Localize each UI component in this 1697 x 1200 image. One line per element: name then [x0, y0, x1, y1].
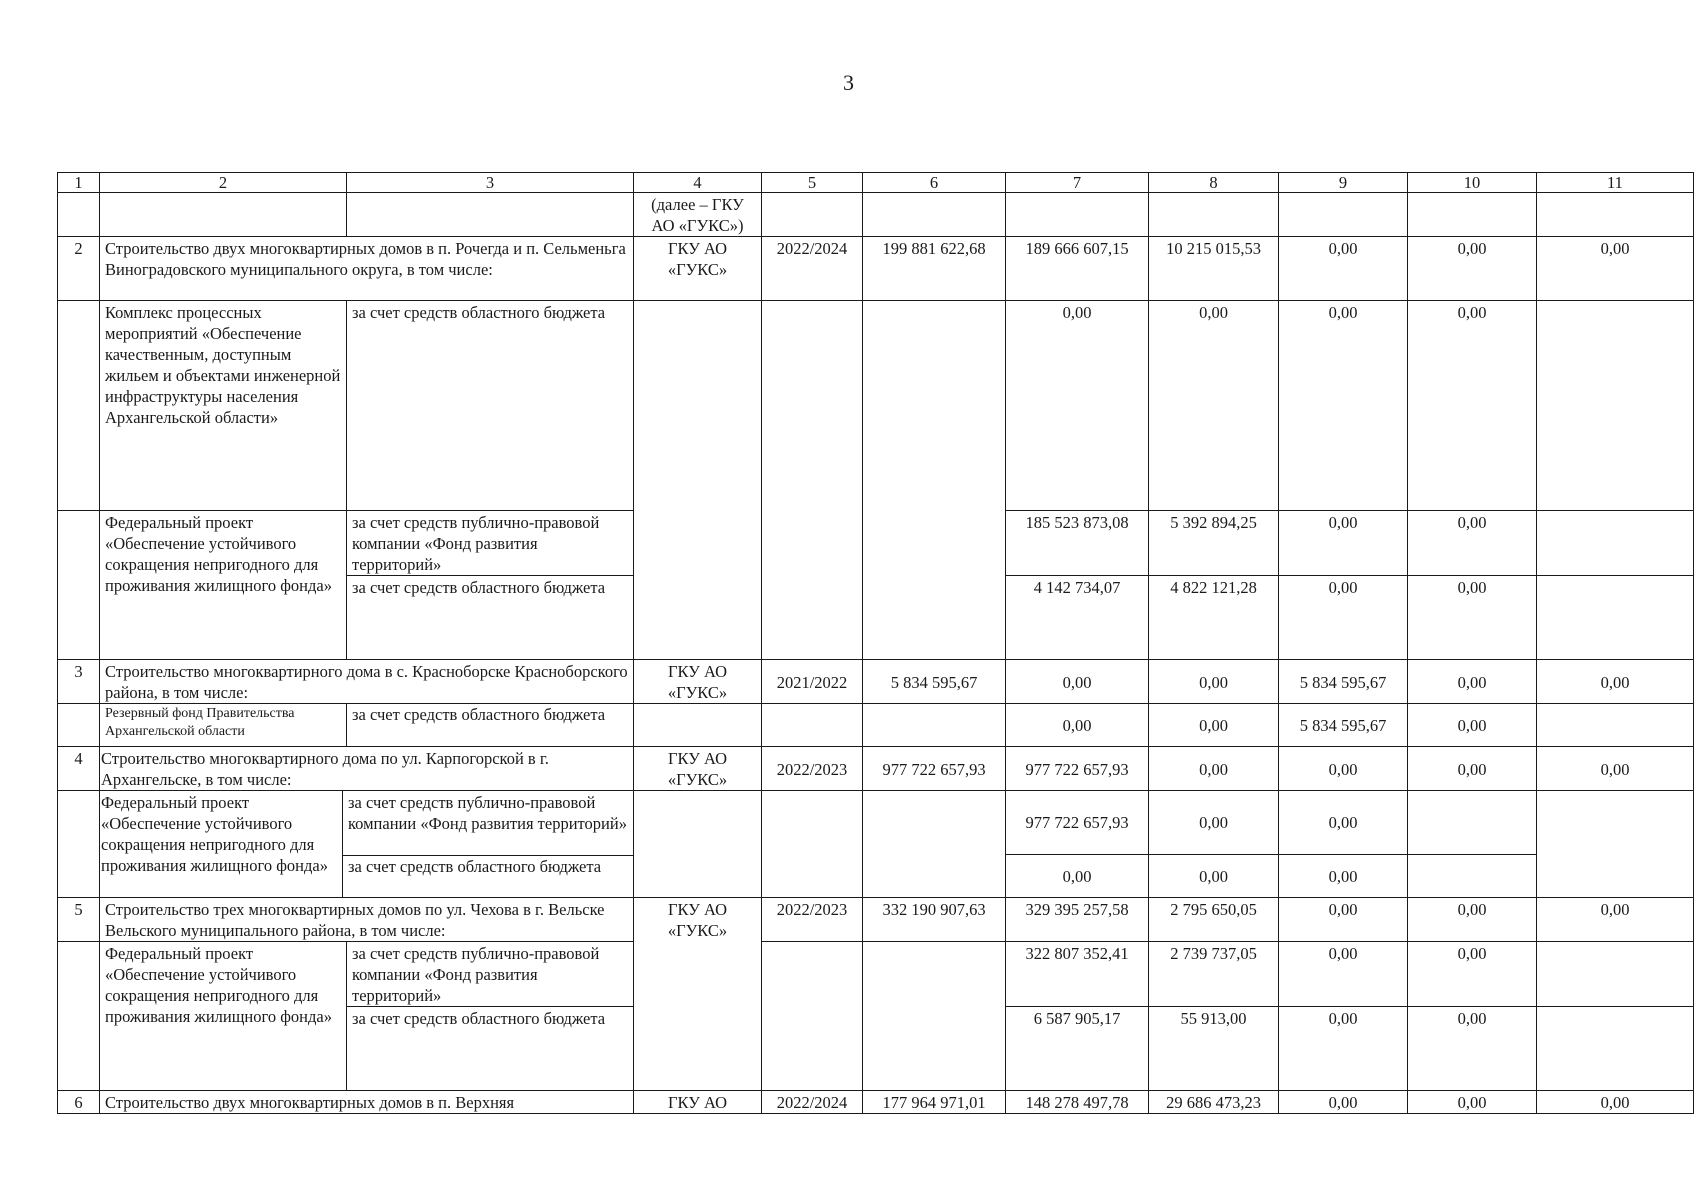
total-amount: 332 190 907,63	[863, 898, 1006, 942]
sub-project-name: Федеральный проект «Обеспечение устойчивого сокращения непригодного для проживания жилищного фонда»	[100, 791, 343, 897]
amount-col8: 0,00	[1199, 866, 1228, 886]
period: 2022/2023	[762, 898, 863, 942]
table-row-continuation	[58, 193, 1694, 237]
amount-col11: 0,00	[1537, 898, 1694, 942]
sub-project-name: Резервный фонд Правительства Архангельской области	[100, 704, 347, 746]
amount-col7: 322 807 352,41	[1006, 942, 1149, 1007]
amount-col9: 0,00	[1279, 898, 1408, 942]
funding-source: за счет средств областного бюджета	[347, 576, 634, 660]
amount-col9: 0,00	[1279, 747, 1408, 791]
amount-col9: 5 834 595,67	[1279, 704, 1408, 747]
executor-continued: (далее – ГКУ АО «ГУКС»)	[634, 193, 762, 237]
amount-col10: 0,00	[1408, 898, 1537, 942]
amount-col11: 0,00	[1537, 1091, 1694, 1114]
amount-col10: 0,00	[1408, 237, 1537, 301]
total-amount: 199 881 622,68	[863, 237, 1006, 301]
amount-col9: 0,00	[1279, 301, 1408, 511]
row-number: 2	[58, 237, 100, 301]
funding-source: за счет средств областного бюджета	[347, 301, 634, 511]
amount-col8: 0,00	[1149, 791, 1278, 855]
amount-col11: 0,00	[1537, 660, 1694, 704]
funding-source: за счет средств областного бюджета	[348, 857, 602, 876]
amount-col7: 977 722 657,93	[1006, 747, 1149, 791]
amount-col7: 977 722 657,93	[1006, 791, 1148, 855]
amount-col8: 2 739 737,05	[1149, 942, 1279, 1007]
amount-col7: 189 666 607,15	[1006, 237, 1149, 301]
period: 2022/2023	[762, 747, 863, 791]
col-number-2: 2	[100, 173, 347, 193]
amount-col7: 329 395 257,58	[1006, 898, 1149, 942]
total-amount: 177 964 971,01	[863, 1091, 1006, 1114]
table-row-6	[58, 1091, 1694, 1114]
page-number: 3	[843, 70, 854, 95]
col-number-9: 9	[1279, 173, 1408, 193]
amount-col8: 2 795 650,05	[1149, 898, 1279, 942]
amount-col10: 0,00	[1408, 704, 1537, 747]
funding-source: за счет средств публично-правовой компании «Фонд развития территорий»	[343, 791, 633, 856]
project-title: Строительство многоквартирного дома по ул. Карпогорской в г. Архангельске, в том числе:	[100, 747, 634, 791]
amount-col8: 5 392 894,25	[1149, 511, 1279, 576]
col-number-7: 7	[1006, 173, 1149, 193]
sub-project-name: Комплекс процессных мероприятий «Обеспечение качественным, доступным жильем и объектами инженерной инфраструктуры населения Архангельской области»	[100, 301, 347, 511]
executor: ГКУ АО «ГУКС»	[634, 237, 762, 301]
amount-col7: 0,00	[1006, 301, 1149, 511]
total-amount: 977 722 657,93	[863, 747, 1006, 791]
amount-col9: 0,00	[1279, 576, 1408, 660]
funding-source: за счет средств публично-правовой компании «Фонд развития территорий»	[347, 511, 634, 576]
executor: ГКУ АО «ГУКС»	[634, 747, 762, 791]
row-number: 5	[58, 898, 100, 942]
amount-col10: 0,00	[1408, 576, 1537, 660]
row-number: 4	[58, 747, 100, 791]
sub-project-name: Федеральный проект «Обеспечение устойчивого сокращения непригодного для проживания жилищного фонда»	[100, 511, 347, 660]
amount-col11: 0,00	[1537, 237, 1694, 301]
table-row-2-sub1	[58, 301, 1694, 511]
table-row-3	[58, 660, 1694, 704]
col-number-11: 11	[1537, 173, 1694, 193]
amount-col11: 0,00	[1537, 747, 1694, 791]
project-title: Строительство трех многоквартирных домов по ул. Чехова в г. Вельске Вельского муниципального района, в том числе:	[100, 898, 634, 942]
amount-col7: 148 278 497,78	[1006, 1091, 1149, 1114]
executor: ГКУ АО	[634, 1091, 762, 1114]
amount-col10: 0,00	[1408, 301, 1537, 511]
amount-col10: 0,00	[1408, 747, 1537, 791]
table-row-2	[58, 237, 1694, 301]
funding-source: за счет средств областного бюджета	[347, 1007, 634, 1091]
amount-col7: 6 587 905,17	[1006, 1007, 1149, 1091]
total-amount: 5 834 595,67	[863, 660, 1006, 704]
amount-col9: 0,00	[1279, 1007, 1408, 1091]
amount-col8: 55 913,00	[1149, 1007, 1279, 1091]
amount-col9: 0,00	[1279, 237, 1408, 301]
col-number-6: 6	[863, 173, 1006, 193]
executor: ГКУ АО «ГУКС»	[634, 898, 762, 1091]
amount-col8: 4 822 121,28	[1149, 576, 1279, 660]
amount-col9: 0,00	[1279, 1091, 1408, 1114]
amount-col10: 0,00	[1408, 511, 1537, 576]
amount-col10: 0,00	[1408, 1007, 1537, 1091]
sub-project-name: Федеральный проект «Обеспечение устойчивого сокращения непригодного для проживания жилищного фонда»	[100, 942, 347, 1091]
period: 2021/2022	[762, 660, 863, 704]
project-title: Строительство двух многоквартирных домов в п. Верхняя	[100, 1091, 634, 1114]
col-number-10: 10	[1408, 173, 1537, 193]
amount-col9: 0,00	[1279, 942, 1408, 1007]
executor: ГКУ АО «ГУКС»	[634, 660, 762, 704]
col-number-5: 5	[762, 173, 863, 193]
budget-table	[57, 172, 1694, 1114]
column-number-row	[58, 173, 1694, 193]
table-row-4-sub1	[58, 791, 1694, 898]
project-title: Строительство многоквартирного дома в с. Красноборске Красноборского района, в том числе:	[100, 660, 634, 704]
amount-col7: 0,00	[1062, 866, 1092, 886]
amount-col10: 0,00	[1408, 1091, 1537, 1114]
amount-col9: 0,00	[1279, 791, 1407, 855]
amount-col7: 4 142 734,07	[1006, 576, 1149, 660]
table-row-4	[58, 747, 1694, 791]
col-number-1: 1	[58, 173, 100, 193]
amount-col8: 0,00	[1149, 301, 1279, 511]
amount-col8: 0,00	[1149, 660, 1279, 704]
row-number: 6	[58, 1091, 100, 1114]
table-row-5-sub1a	[58, 942, 1694, 1007]
period: 2022/2024	[762, 237, 863, 301]
amount-col8: 0,00	[1149, 747, 1279, 791]
amount-col8: 10 215 015,53	[1149, 237, 1279, 301]
amount-col9: 0,00	[1279, 511, 1408, 576]
period: 2022/2024	[762, 1091, 863, 1114]
amount-col7: 0,00	[1006, 704, 1149, 747]
col-number-3: 3	[347, 173, 634, 193]
amount-col9: 0,00	[1328, 866, 1358, 886]
amount-col8: 0,00	[1149, 704, 1279, 747]
col-number-8: 8	[1149, 173, 1279, 193]
amount-col8: 29 686 473,23	[1149, 1091, 1279, 1114]
table-row-5	[58, 898, 1694, 942]
col-number-4: 4	[634, 173, 762, 193]
amount-col7: 0,00	[1006, 660, 1149, 704]
amount-col10: 0,00	[1408, 660, 1537, 704]
amount-col7: 185 523 873,08	[1006, 511, 1149, 576]
amount-col9: 5 834 595,67	[1279, 660, 1408, 704]
table-row-3-sub1	[58, 704, 1694, 747]
amount-col10: 0,00	[1408, 942, 1537, 1007]
project-title: Строительство двух многоквартирных домов в п. Рочегда и п. Сельменьга Виноградовского муниципального округа, в том числе:	[100, 237, 634, 301]
row-number: 3	[58, 660, 100, 704]
funding-source: за счет средств областного бюджета	[352, 705, 606, 724]
funding-source: за счет средств публично-правовой компании «Фонд развития территорий»	[347, 942, 634, 1007]
